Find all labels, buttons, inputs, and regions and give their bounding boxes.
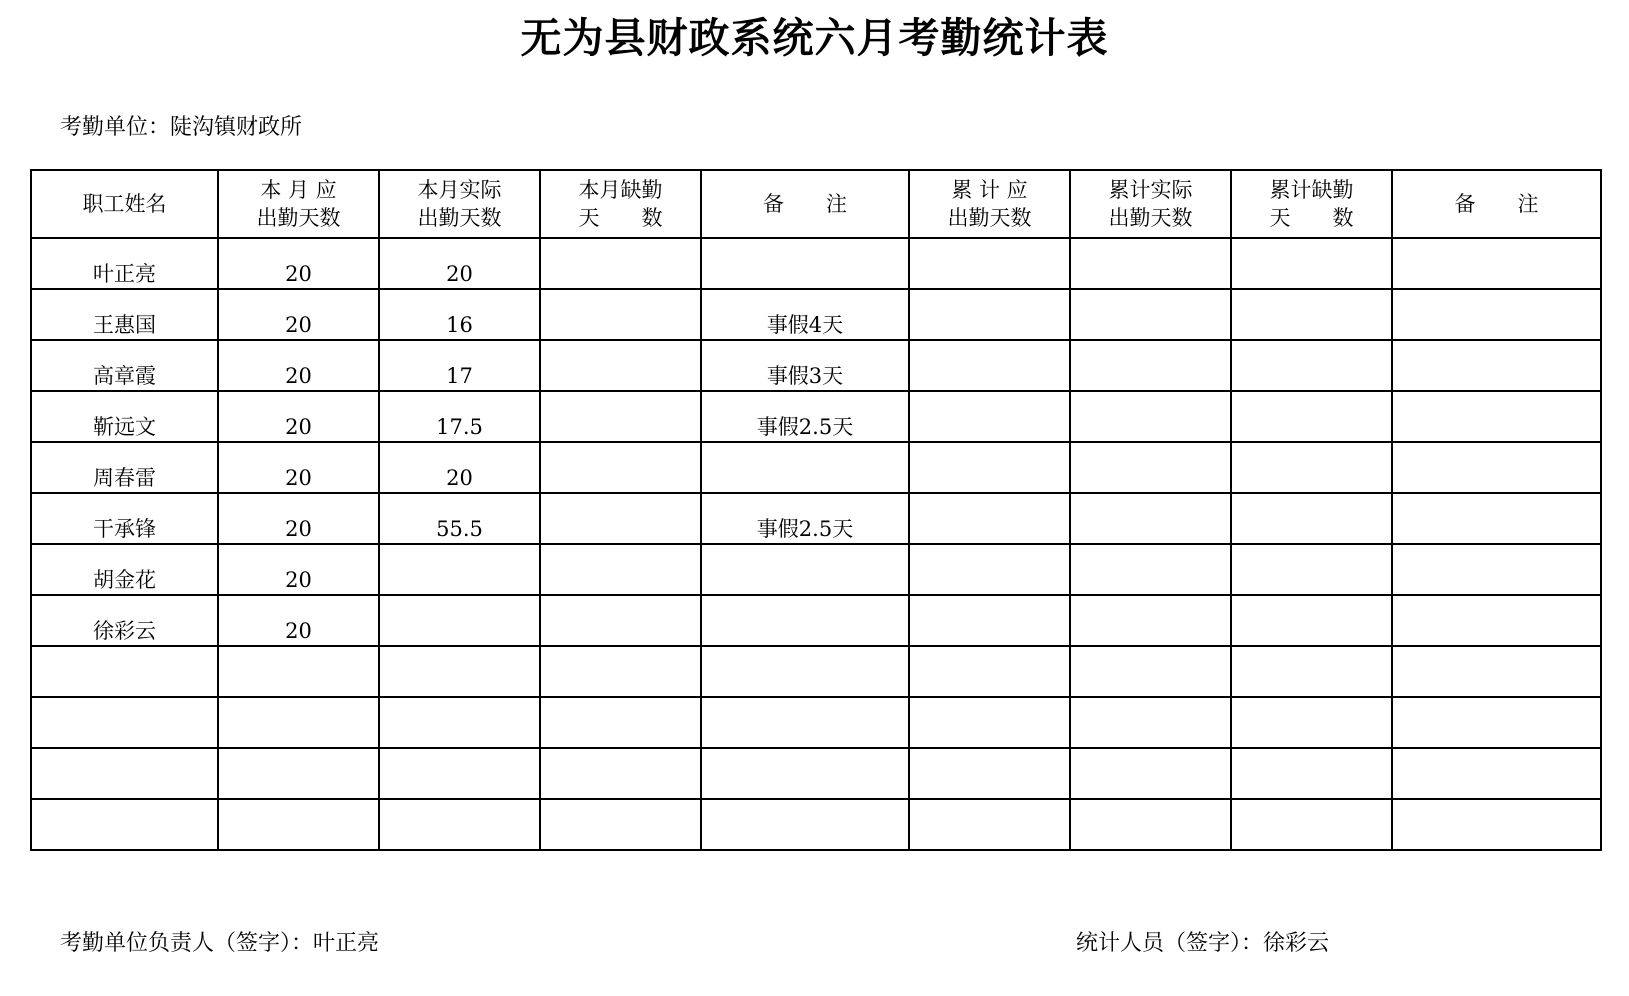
employee-name-cell <box>31 799 218 850</box>
table-row <box>31 697 1601 748</box>
cumulative-absent-days-cell <box>1231 595 1392 646</box>
cumulative-required-days-cell <box>909 442 1070 493</box>
monthly-required-days-cell: 20 <box>218 289 379 340</box>
monthly-remarks-cell <box>701 748 909 799</box>
monthly-absent-days-cell <box>540 544 701 595</box>
cumulative-actual-days-cell <box>1070 646 1231 697</box>
cumulative-absent-days-cell <box>1231 748 1392 799</box>
employee-name-cell: 干承锋 <box>31 493 218 544</box>
cumulative-absent-days-cell <box>1231 493 1392 544</box>
monthly-absent-days-cell <box>540 289 701 340</box>
monthly-required-days-cell: 20 <box>218 493 379 544</box>
cumulative-actual-days-cell <box>1070 493 1231 544</box>
monthly-absent-days-cell <box>540 799 701 850</box>
cumulative-required-days-cell <box>909 289 1070 340</box>
cumulative-required-days-cell <box>909 340 1070 391</box>
monthly-actual-days-cell: 20 <box>379 442 540 493</box>
monthly-remarks-cell: 事假4天 <box>701 289 909 340</box>
employee-name-cell: 高章霞 <box>31 340 218 391</box>
monthly-actual-days-cell: 17 <box>379 340 540 391</box>
cumulative-remarks-cell <box>1392 289 1601 340</box>
cumulative-remarks-cell <box>1392 493 1601 544</box>
cumulative-absent-days-cell <box>1231 646 1392 697</box>
table-row <box>31 238 1601 289</box>
cumulative-required-days-cell <box>909 493 1070 544</box>
monthly-remarks-cell <box>701 238 909 289</box>
table-body <box>31 238 1601 850</box>
statistician-signature: 统计人员（签字）：徐彩云 <box>1076 931 1330 956</box>
cumulative-absent-days-cell <box>1231 697 1392 748</box>
cumulative-absent-days-cell <box>1231 544 1392 595</box>
header-cumulative-required-days: 累 计 应 出勤天数 <box>909 170 1070 238</box>
cumulative-actual-days-cell <box>1070 544 1231 595</box>
monthly-absent-days-cell <box>540 595 701 646</box>
cumulative-required-days-cell <box>909 799 1070 850</box>
supervisor-signature: 考勤单位负责人（签字）：叶正亮 <box>60 931 380 956</box>
monthly-absent-days-cell <box>540 391 701 442</box>
cumulative-actual-days-cell <box>1070 340 1231 391</box>
cumulative-remarks-cell <box>1392 442 1601 493</box>
table-row <box>31 493 1601 544</box>
cumulative-actual-days-cell <box>1070 391 1231 442</box>
table-row <box>31 646 1601 697</box>
cumulative-required-days-cell <box>909 595 1070 646</box>
monthly-actual-days-cell: 17.5 <box>379 391 540 442</box>
cumulative-absent-days-cell <box>1231 391 1392 442</box>
cumulative-actual-days-cell <box>1070 238 1231 289</box>
cumulative-remarks-cell <box>1392 748 1601 799</box>
employee-name-cell <box>31 646 218 697</box>
monthly-absent-days-cell <box>540 697 701 748</box>
monthly-required-days-cell: 20 <box>218 544 379 595</box>
table-row <box>31 544 1601 595</box>
cumulative-required-days-cell <box>909 697 1070 748</box>
monthly-absent-days-cell <box>540 442 701 493</box>
monthly-required-days-cell: 20 <box>218 238 379 289</box>
monthly-remarks-cell <box>701 697 909 748</box>
cumulative-absent-days-cell <box>1231 238 1392 289</box>
cumulative-remarks-cell <box>1392 799 1601 850</box>
monthly-remarks-cell: 事假2.5天 <box>701 391 909 442</box>
cumulative-required-days-cell <box>909 238 1070 289</box>
header-monthly-remarks: 备 注 <box>701 170 909 238</box>
employee-name-cell: 周春雷 <box>31 442 218 493</box>
employee-name-cell: 叶正亮 <box>31 238 218 289</box>
monthly-remarks-cell <box>701 442 909 493</box>
cumulative-remarks-cell <box>1392 697 1601 748</box>
monthly-actual-days-cell <box>379 799 540 850</box>
employee-name-cell <box>31 748 218 799</box>
employee-name-cell: 徐彩云 <box>31 595 218 646</box>
cumulative-remarks-cell <box>1392 544 1601 595</box>
monthly-actual-days-cell <box>379 697 540 748</box>
cumulative-actual-days-cell <box>1070 595 1231 646</box>
cumulative-actual-days-cell <box>1070 289 1231 340</box>
table-row <box>31 340 1601 391</box>
monthly-absent-days-cell <box>540 238 701 289</box>
header-monthly-actual-days: 本月实际 出勤天数 <box>379 170 540 238</box>
monthly-required-days-cell <box>218 697 379 748</box>
monthly-actual-days-cell <box>379 544 540 595</box>
table-row <box>31 799 1601 850</box>
cumulative-absent-days-cell <box>1231 442 1392 493</box>
header-monthly-required-days: 本 月 应 出勤天数 <box>218 170 379 238</box>
employee-name-cell: 靳远文 <box>31 391 218 442</box>
monthly-actual-days-cell <box>379 748 540 799</box>
cumulative-remarks-cell <box>1392 595 1601 646</box>
monthly-actual-days-cell <box>379 646 540 697</box>
cumulative-remarks-cell <box>1392 238 1601 289</box>
header-monthly-absent-days: 本月缺勤 天 数 <box>540 170 701 238</box>
monthly-required-days-cell: 20 <box>218 442 379 493</box>
monthly-actual-days-cell <box>379 595 540 646</box>
attendance-unit-label: 考勤单位：陡沟镇财政所 <box>60 115 303 140</box>
table-row <box>31 391 1601 442</box>
monthly-actual-days-cell: 20 <box>379 238 540 289</box>
page-title: 无为县财政系统六月考勤统计表 <box>520 14 1109 62</box>
monthly-required-days-cell: 20 <box>218 340 379 391</box>
monthly-remarks-cell <box>701 595 909 646</box>
monthly-remarks-cell: 事假2.5天 <box>701 493 909 544</box>
cumulative-actual-days-cell <box>1070 799 1231 850</box>
cumulative-required-days-cell <box>909 646 1070 697</box>
monthly-required-days-cell <box>218 799 379 850</box>
cumulative-absent-days-cell <box>1231 799 1392 850</box>
employee-name-cell: 胡金花 <box>31 544 218 595</box>
monthly-remarks-cell: 事假3天 <box>701 340 909 391</box>
monthly-remarks-cell <box>701 646 909 697</box>
monthly-absent-days-cell <box>540 493 701 544</box>
table-row <box>31 748 1601 799</box>
cumulative-required-days-cell <box>909 391 1070 442</box>
monthly-absent-days-cell <box>540 340 701 391</box>
cumulative-actual-days-cell <box>1070 442 1231 493</box>
monthly-actual-days-cell: 16 <box>379 289 540 340</box>
monthly-required-days-cell <box>218 748 379 799</box>
monthly-required-days-cell <box>218 646 379 697</box>
monthly-required-days-cell: 20 <box>218 391 379 442</box>
cumulative-remarks-cell <box>1392 646 1601 697</box>
monthly-actual-days-cell: 55.5 <box>379 493 540 544</box>
cumulative-remarks-cell <box>1392 391 1601 442</box>
cumulative-remarks-cell <box>1392 340 1601 391</box>
attendance-table <box>30 169 1602 851</box>
cumulative-absent-days-cell <box>1231 340 1392 391</box>
header-employee-name: 职工姓名 <box>31 170 218 238</box>
cumulative-actual-days-cell <box>1070 748 1231 799</box>
monthly-remarks-cell <box>701 544 909 595</box>
monthly-required-days-cell: 20 <box>218 595 379 646</box>
table-row <box>31 289 1601 340</box>
employee-name-cell <box>31 697 218 748</box>
table-row <box>31 442 1601 493</box>
employee-name-cell: 王惠国 <box>31 289 218 340</box>
monthly-absent-days-cell <box>540 646 701 697</box>
cumulative-actual-days-cell <box>1070 697 1231 748</box>
header-cumulative-remarks: 备 注 <box>1392 170 1601 238</box>
cumulative-absent-days-cell <box>1231 289 1392 340</box>
cumulative-required-days-cell <box>909 748 1070 799</box>
header-cumulative-absent-days: 累计缺勤 天 数 <box>1231 170 1392 238</box>
table-row <box>31 595 1601 646</box>
cumulative-required-days-cell <box>909 544 1070 595</box>
header-cumulative-actual-days: 累计实际 出勤天数 <box>1070 170 1231 238</box>
monthly-absent-days-cell <box>540 748 701 799</box>
monthly-remarks-cell <box>701 799 909 850</box>
table-header-row <box>31 170 1601 238</box>
